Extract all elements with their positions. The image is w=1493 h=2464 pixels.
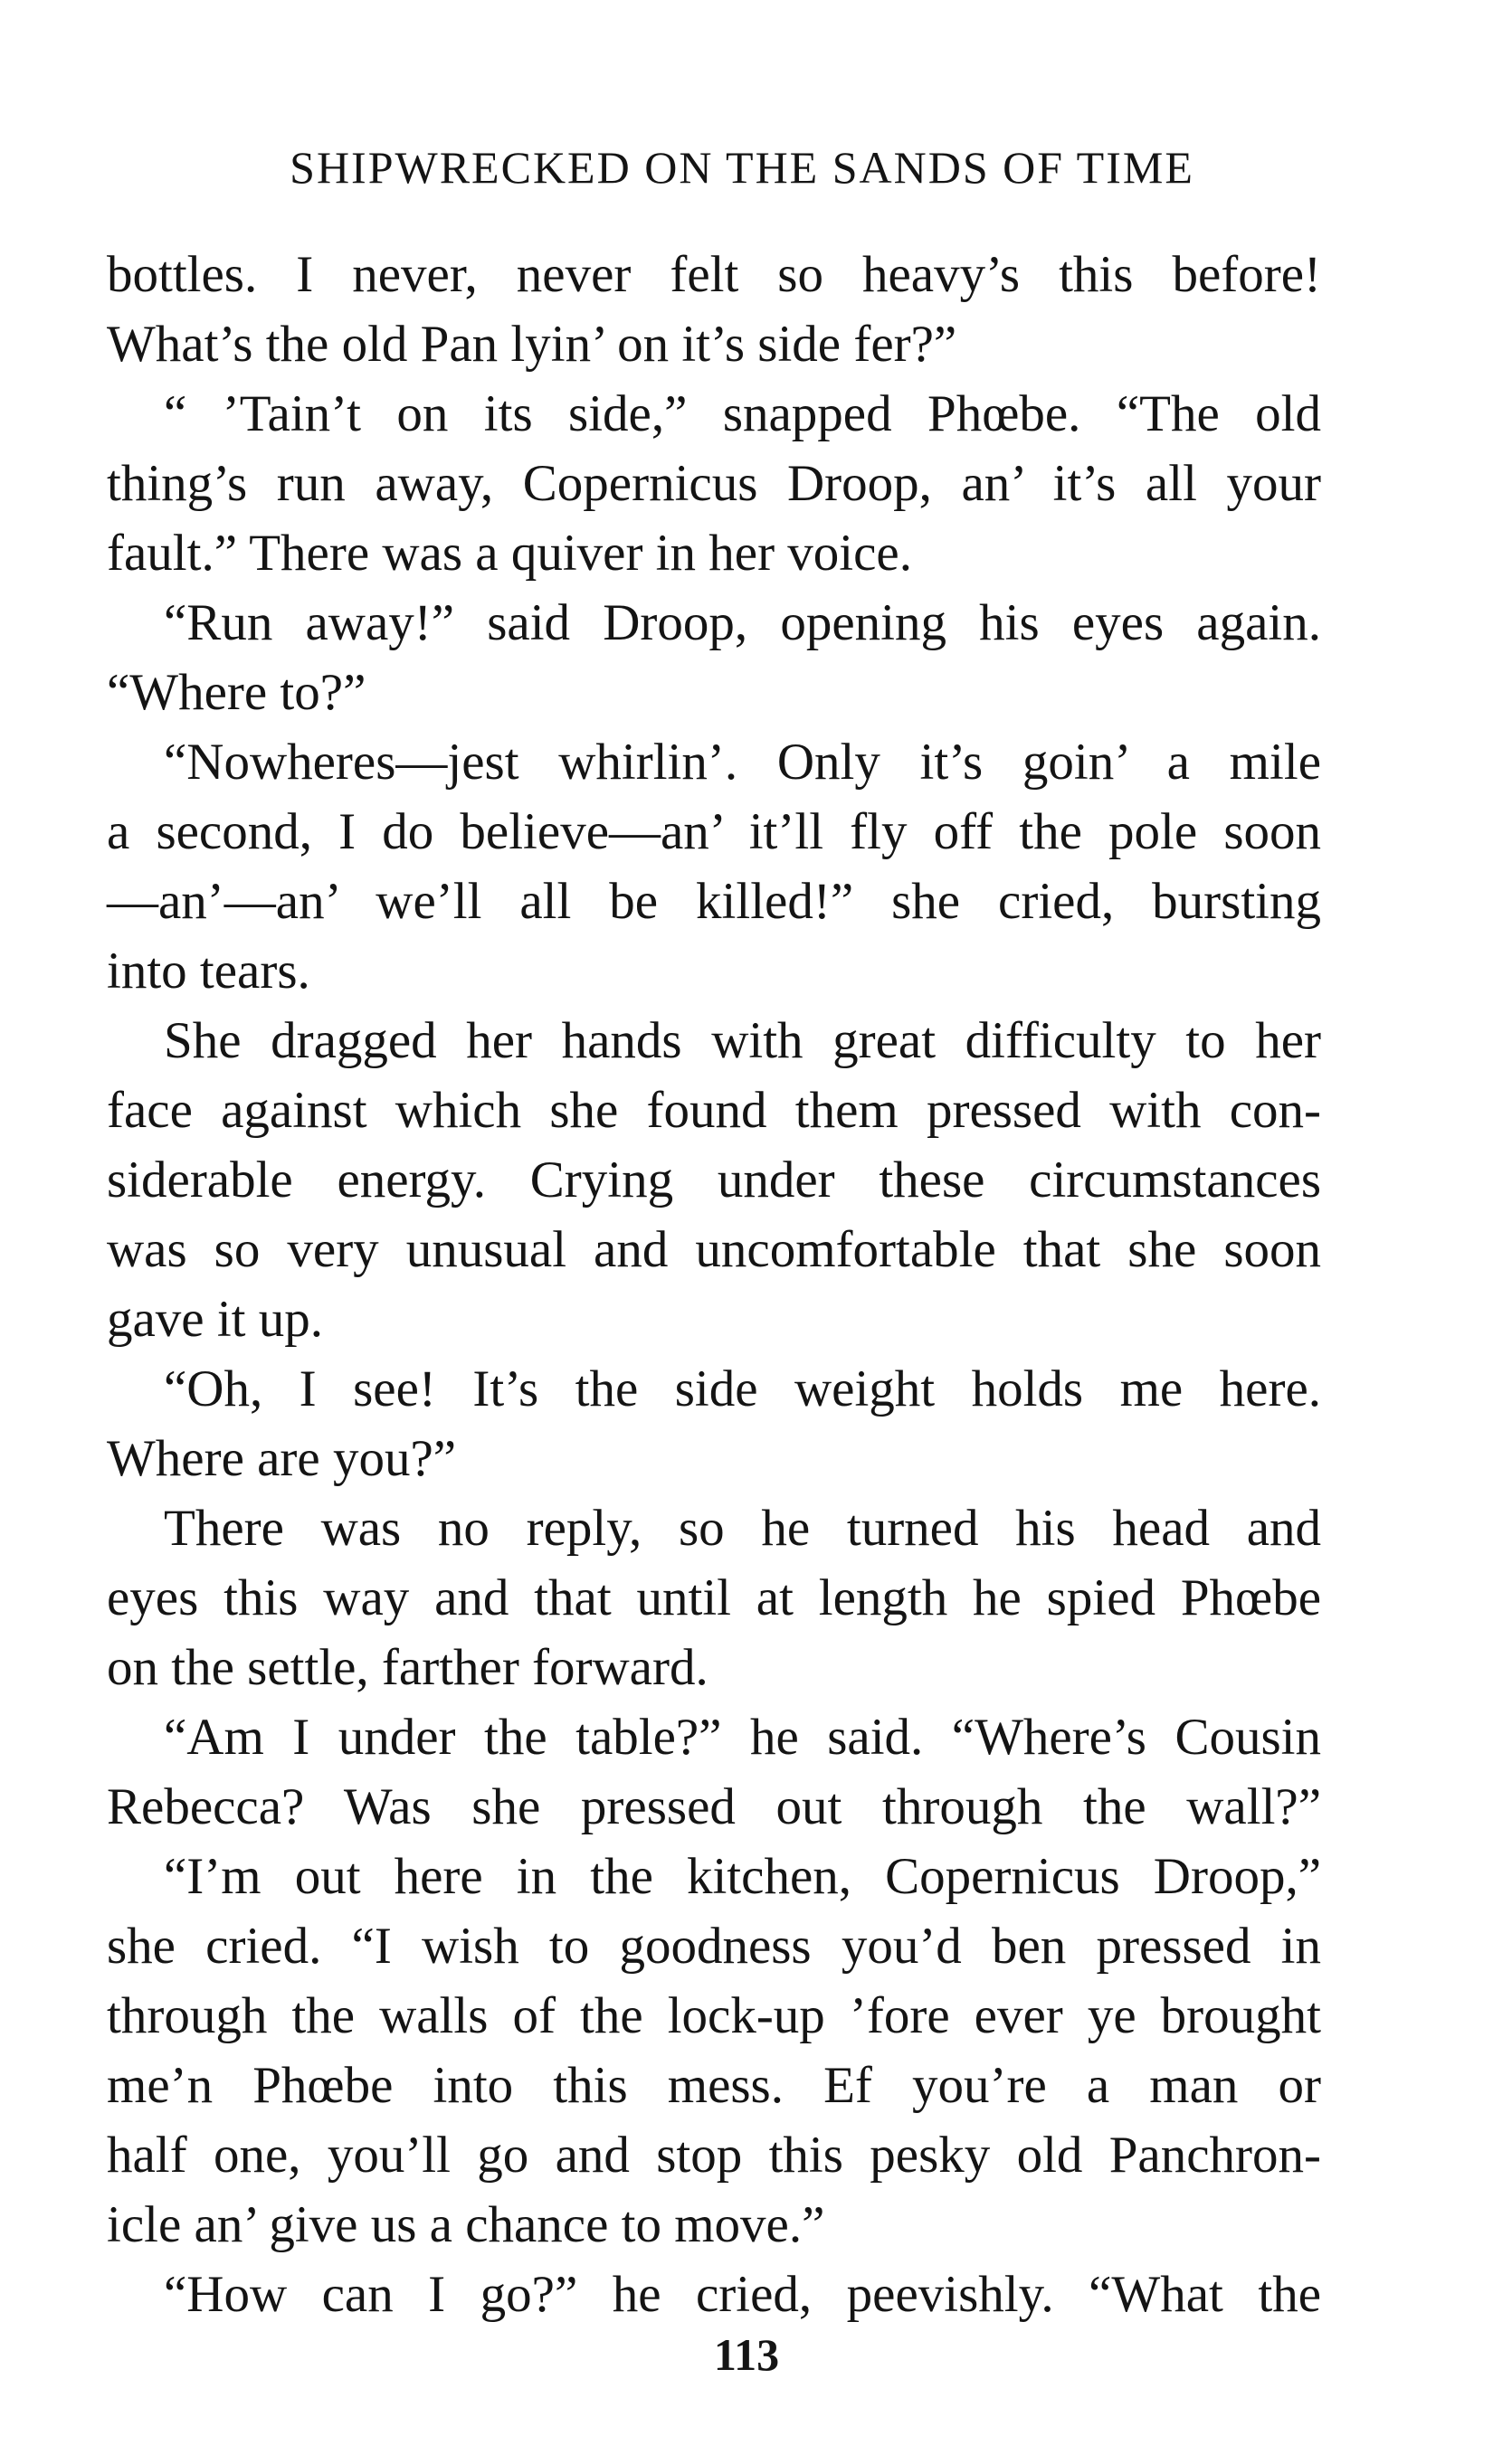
- text-line: thing’s run away, Copernicus Droop, an’ it’s all your: [107, 455, 1321, 512]
- text-line: into tears.: [107, 943, 310, 1000]
- running-head: SHIPWRECKED ON THE SANDS OF TIME: [290, 142, 1194, 193]
- text-line: “Am I under the table?” he said. “Where’s Cousin: [164, 1709, 1321, 1766]
- text-line: “Run away!” said Droop, opening his eyes again.: [164, 594, 1321, 651]
- text-line: siderable energy. Crying under these circumstances: [107, 1151, 1321, 1208]
- text-line: a second, I do believe—an’ it’ll fly off the pole soon: [107, 803, 1321, 860]
- text-line: “Oh, I see! It’s the side weight holds me here.: [164, 1360, 1321, 1417]
- text-line: “I’m out here in the kitchen, Copernicus Droop,”: [164, 1848, 1321, 1905]
- text-line: —an’—an’ we’ll all be killed!” she cried, bursting: [107, 873, 1321, 930]
- text-line: face against which she found them pressed with con-: [107, 1082, 1321, 1139]
- text-line: “How can I go?” he cried, peevishly. “What the: [164, 2266, 1321, 2323]
- text-line: “Nowheres—jest whirlin’. Only it’s goin’ a mile: [164, 734, 1321, 791]
- text-line: she cried. “I wish to goodness you’d ben pressed in: [107, 1918, 1321, 1975]
- text-line: through the walls of the lock-up ’fore ever ye brought: [107, 1987, 1321, 2044]
- text-line: What’s the old Pan lyin’ on it’s side fer?”: [107, 316, 957, 373]
- text-line: icle an’ give us a chance to move.”: [107, 2196, 825, 2253]
- text-line: was so very unusual and uncomfortable that she soon: [107, 1221, 1321, 1278]
- text-line: bottles. I never, never felt so heavy’s this before!: [107, 246, 1321, 303]
- body-text: [107, 240, 1321, 2329]
- text-line: eyes this way and that until at length he spied Phœbe: [107, 1569, 1321, 1626]
- text-line: fault.” There was a quiver in her voice.: [107, 525, 912, 582]
- page-number: 113: [713, 2329, 780, 2380]
- text-line: Where are you?”: [107, 1430, 457, 1487]
- text-line: on the settle, farther forward.: [107, 1639, 708, 1696]
- text-line: half one, you’ll go and stop this pesky old Panchron-: [107, 2127, 1321, 2184]
- text-line: There was no reply, so he turned his head and: [164, 1500, 1321, 1557]
- text-line: gave it up.: [107, 1291, 324, 1348]
- text-line: me’n Phœbe into this mess. Ef you’re a man or: [107, 2057, 1321, 2114]
- text-line: She dragged her hands with great difficulty to her: [164, 1012, 1321, 1069]
- text-line: “Where to?”: [107, 664, 366, 721]
- text-line: Rebecca? Was she pressed out through the wall?”: [107, 1778, 1321, 1835]
- text-line: “ ’Tain’t on its side,” snapped Phœbe. “The old: [164, 385, 1321, 442]
